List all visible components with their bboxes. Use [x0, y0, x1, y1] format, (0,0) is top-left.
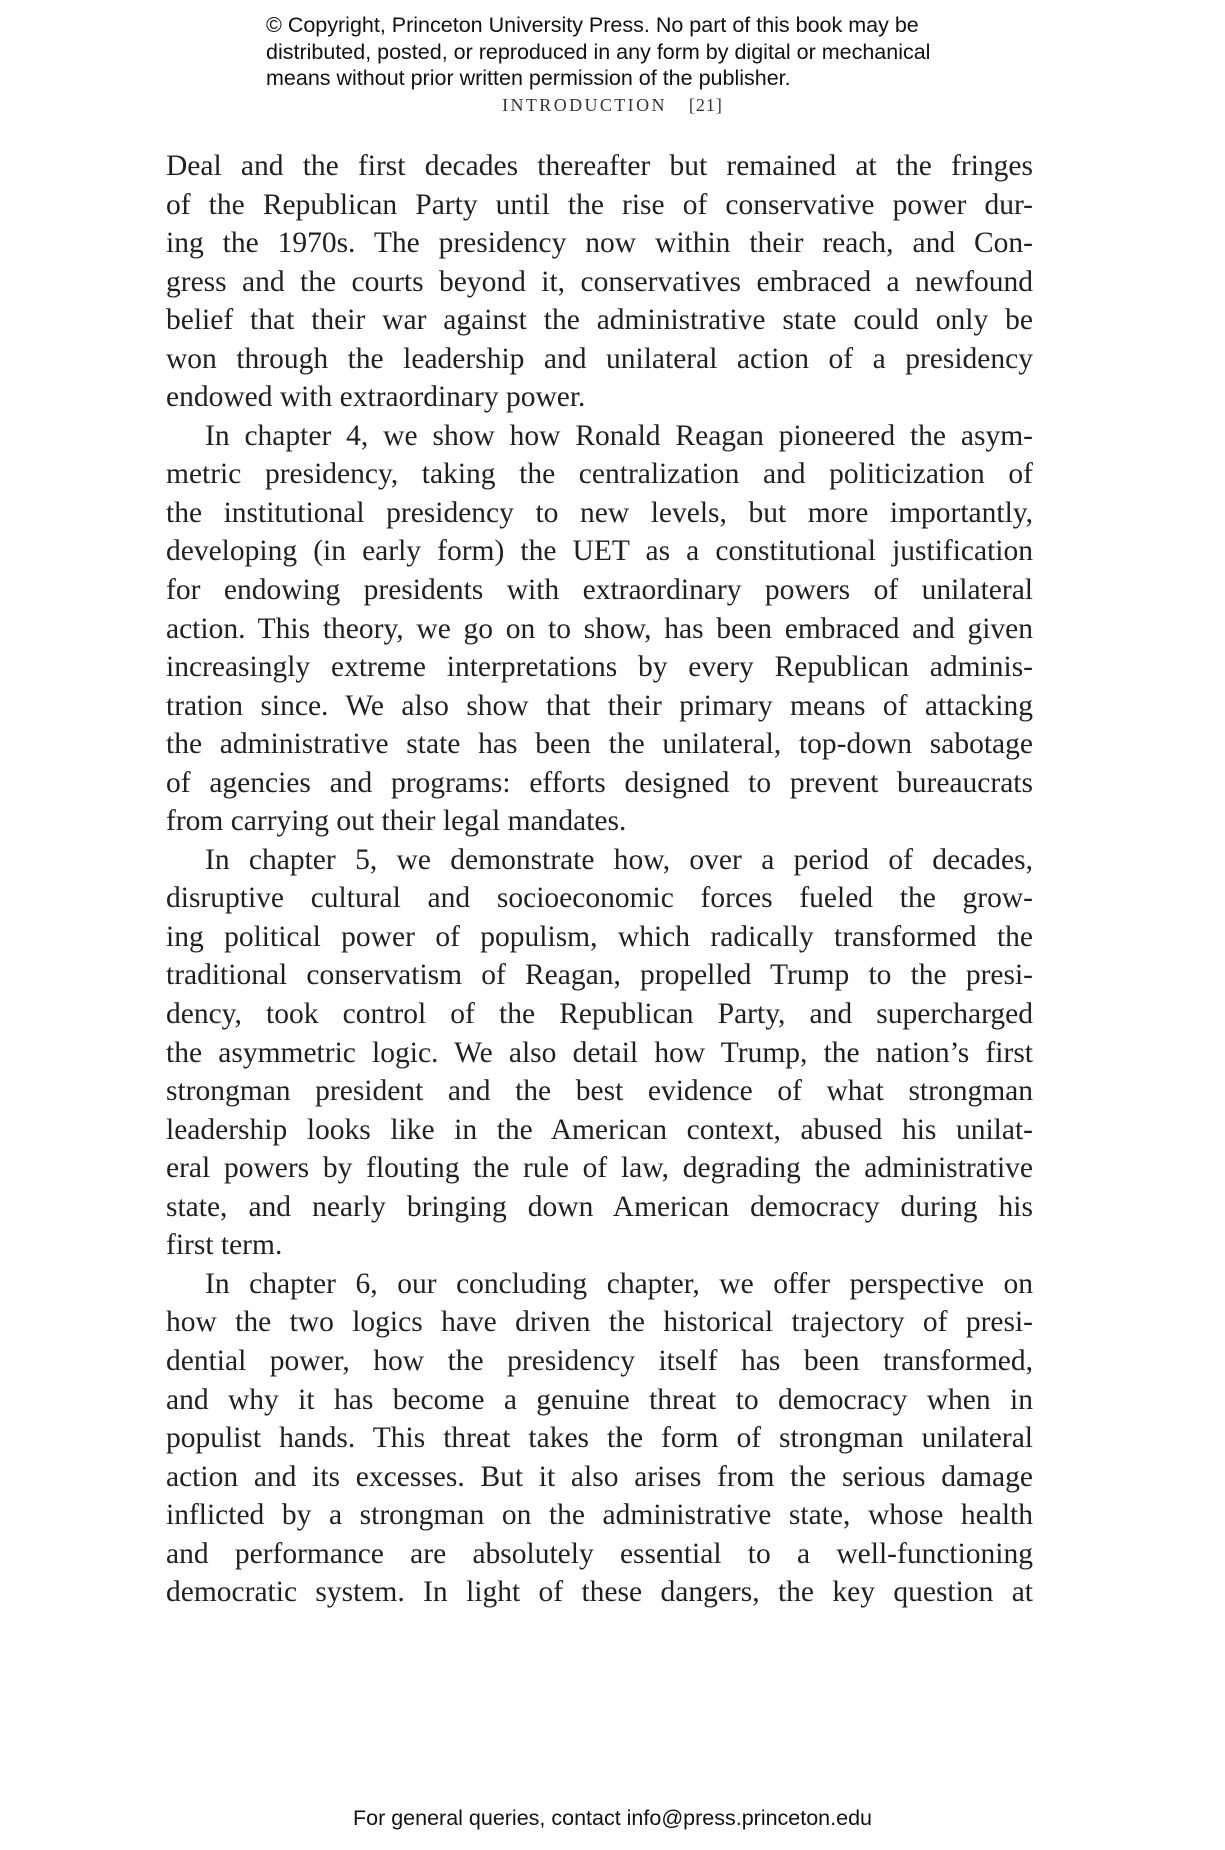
- text-line: action and its excesses. But it also arises from the serious damage: [166, 1460, 1033, 1493]
- text-line: developing (in early form) the UET as a constitutional justification: [166, 535, 1033, 568]
- text-line: won through the leadership and unilateral action of a presidency: [166, 342, 1033, 375]
- text-line: In chapter 5, we demonstrate how, over a period of decades,: [205, 843, 1033, 876]
- section-title: INTRODUCTION: [502, 95, 667, 115]
- text-line: traditional conservatism of Reagan, propelled Trump to the presi-: [166, 959, 1033, 992]
- text-line: eral powers by flouting the rule of law, degrading the administrative: [166, 1152, 1033, 1185]
- text-line: In chapter 4, we show how Ronald Reagan pioneered the asym-: [205, 419, 1033, 452]
- text-line: strongman president and the best evidence of what strongman: [166, 1075, 1033, 1108]
- paragraph: [166, 1265, 1033, 1612]
- text-line: gress and the courts beyond it, conservatives embraced a newfound: [166, 265, 1033, 298]
- text-line: ing political power of populism, which radically transformed the: [166, 920, 1033, 953]
- text-line: of agencies and programs: efforts designed to prevent bureaucrats: [166, 766, 1033, 799]
- text-line: endowed with extraordinary power.: [166, 381, 586, 414]
- copyright-notice-line: © Copyright, Princeton University Press. No part of this book may be: [266, 13, 919, 37]
- text-line: In chapter 6, our concluding chapter, we offer perspective on: [205, 1267, 1033, 1300]
- text-line: tration since. We also show that their primary means of attacking: [166, 689, 1033, 722]
- copyright-notice: [266, 12, 986, 92]
- text-line: action. This theory, we go on to show, has been embraced and given: [166, 612, 1033, 645]
- text-line: for endowing presidents with extraordinary powers of unilateral: [166, 574, 1033, 607]
- text-line: metric presidency, taking the centralization and politicization of: [166, 458, 1033, 491]
- footer-contact: For general queries, contact info@press.princeton.edu: [352, 1806, 872, 1830]
- text-line: inflicted by a strongman on the administrative state, whose health: [166, 1499, 1033, 1532]
- text-line: first term.: [166, 1229, 283, 1262]
- body-text: [166, 147, 1033, 1612]
- copyright-notice-line: means without prior written permission of the publisher.: [266, 66, 791, 90]
- text-line: increasingly extreme interpretations by every Republican adminis-: [166, 651, 1033, 684]
- text-line: dency, took control of the Republican Party, and supercharged: [166, 998, 1033, 1031]
- text-line: how the two logics have driven the historical trajectory of presi-: [166, 1306, 1033, 1339]
- text-line: disruptive cultural and socioeconomic forces fueled the grow-: [166, 882, 1033, 915]
- paragraph: [166, 841, 1033, 1265]
- text-line: and performance are absolutely essential to a well-functioning: [166, 1537, 1033, 1570]
- text-line: dential power, how the presidency itself has been transformed,: [166, 1344, 1033, 1377]
- running-head: [0, 95, 1225, 116]
- text-line: the asymmetric logic. We also detail how Trump, the nation’s first: [166, 1036, 1033, 1069]
- text-line: belief that their war against the administrative state could only be: [166, 304, 1033, 337]
- copyright-notice-line: distributed, posted, or reproduced in any form by digital or mechanical: [266, 39, 931, 64]
- text-line: the administrative state has been the unilateral, top-down sabotage: [166, 728, 1033, 761]
- text-line: and why it has become a genuine threat to democracy when in: [166, 1383, 1033, 1416]
- text-line: democratic system. In light of these dangers, the key question at: [166, 1576, 1033, 1609]
- paragraph: [166, 417, 1033, 841]
- text-line: leadership looks like in the American context, abused his unilat-: [166, 1113, 1033, 1146]
- text-line: populist hands. This threat takes the form of strongman unilateral: [166, 1422, 1033, 1455]
- page-number: [21]: [688, 95, 723, 115]
- text-line: Deal and the first decades thereafter but remained at the fringes: [166, 150, 1033, 182]
- text-line: ing the 1970s. The presidency now within their reach, and Con-: [166, 227, 1033, 260]
- text-line: the institutional presidency to new levels, but more importantly,: [166, 496, 1033, 529]
- text-line: from carrying out their legal mandates.: [166, 805, 627, 838]
- text-line: state, and nearly bringing down American democracy during his: [166, 1190, 1033, 1223]
- paragraph: [166, 147, 1033, 417]
- text-line: of the Republican Party until the rise of conservative power dur-: [166, 188, 1033, 221]
